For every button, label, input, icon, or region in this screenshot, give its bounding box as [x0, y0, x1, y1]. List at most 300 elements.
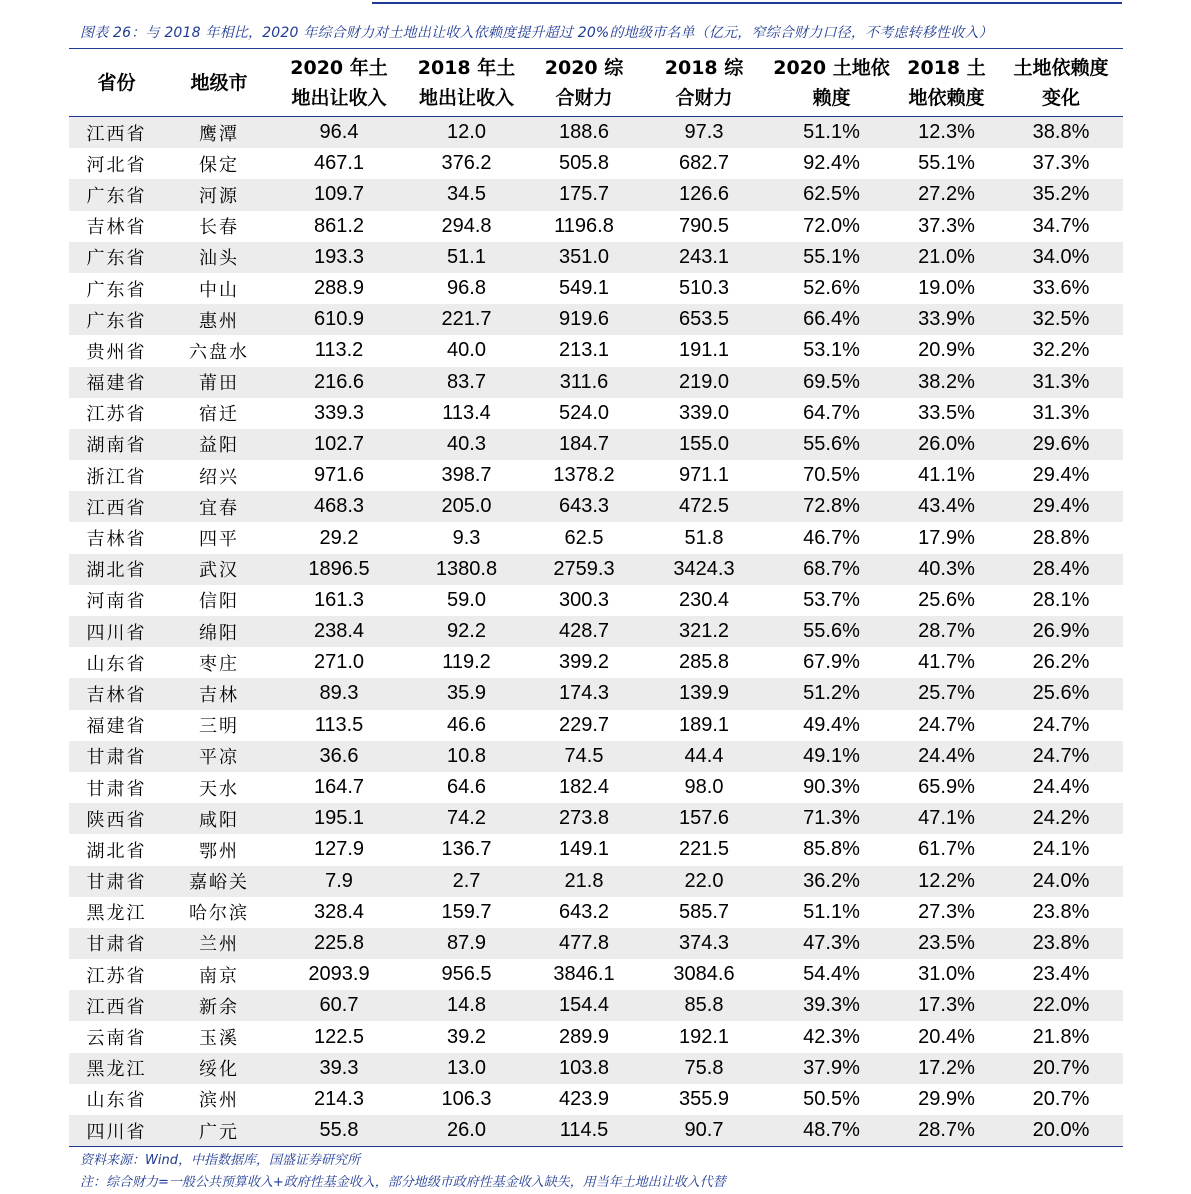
value-cell: 175.7 [529, 179, 639, 210]
value-cell: 26.9% [999, 616, 1123, 647]
value-cell: 191.1 [639, 335, 769, 366]
table-row [69, 1053, 1123, 1084]
column-header-line1: 2020 土地依 [773, 57, 890, 79]
column-header [769, 49, 894, 117]
city-cell: 信阳 [164, 585, 274, 616]
table-row [69, 990, 1123, 1021]
value-cell: 39.3% [769, 990, 894, 1021]
value-cell: 26.0 [404, 1115, 529, 1147]
value-cell: 2759.3 [529, 554, 639, 585]
value-cell: 38.2% [894, 367, 999, 398]
value-cell: 66.4% [769, 304, 894, 335]
column-header-line2: 合财力 [555, 87, 613, 109]
value-cell: 192.1 [639, 1021, 769, 1052]
column-header [69, 49, 164, 117]
value-cell: 98.0 [639, 772, 769, 803]
value-cell: 321.2 [639, 616, 769, 647]
value-cell: 7.9 [274, 866, 404, 897]
city-cell: 四平 [164, 522, 274, 553]
value-cell: 13.0 [404, 1053, 529, 1084]
value-cell: 3084.6 [639, 959, 769, 990]
column-header [274, 49, 404, 117]
value-cell: 273.8 [529, 803, 639, 834]
value-cell: 26.0% [894, 429, 999, 460]
value-cell: 24.4% [894, 741, 999, 772]
column-header-line2: 地出让收入 [418, 87, 514, 109]
city-cell: 平凉 [164, 741, 274, 772]
city-cell: 绥化 [164, 1053, 274, 1084]
value-cell: 19.0% [894, 273, 999, 304]
table-row [69, 491, 1123, 522]
value-cell: 90.3% [769, 772, 894, 803]
value-cell: 35.2% [999, 179, 1123, 210]
province-cell: 江苏省 [69, 398, 164, 429]
column-header [894, 49, 999, 117]
value-cell: 51.1% [769, 117, 894, 149]
value-cell: 43.4% [894, 491, 999, 522]
province-cell: 江西省 [69, 990, 164, 1021]
value-cell: 971.6 [274, 460, 404, 491]
table-row [69, 803, 1123, 834]
value-cell: 1196.8 [529, 211, 639, 242]
city-cell: 鹰潭 [164, 117, 274, 149]
value-cell: 139.9 [639, 678, 769, 709]
value-cell: 50.5% [769, 1084, 894, 1115]
value-cell: 33.6% [999, 273, 1123, 304]
table-row [69, 179, 1123, 210]
column-header-line1: 2018 年土 [417, 57, 516, 79]
value-cell: 351.0 [529, 242, 639, 273]
value-cell: 505.8 [529, 148, 639, 179]
value-cell: 89.3 [274, 678, 404, 709]
value-cell: 39.2 [404, 1021, 529, 1052]
value-cell: 85.8 [639, 990, 769, 1021]
table-header [69, 49, 1123, 117]
value-cell: 64.6 [404, 772, 529, 803]
value-cell: 24.2% [999, 803, 1123, 834]
city-cell: 长春 [164, 211, 274, 242]
value-cell: 205.0 [404, 491, 529, 522]
province-cell: 江西省 [69, 117, 164, 149]
table-row [69, 522, 1123, 553]
value-cell: 29.4% [999, 460, 1123, 491]
value-cell: 23.8% [999, 928, 1123, 959]
value-cell: 653.5 [639, 304, 769, 335]
value-cell: 956.5 [404, 959, 529, 990]
table-row [69, 959, 1123, 990]
city-cell: 枣庄 [164, 647, 274, 678]
city-cell: 六盘水 [164, 335, 274, 366]
value-cell: 102.7 [274, 429, 404, 460]
province-cell: 四川省 [69, 616, 164, 647]
value-cell: 41.1% [894, 460, 999, 491]
value-cell: 24.7% [999, 741, 1123, 772]
value-cell: 27.2% [894, 179, 999, 210]
value-cell: 113.2 [274, 335, 404, 366]
value-cell: 31.3% [999, 398, 1123, 429]
value-cell: 62.5 [529, 522, 639, 553]
column-header-line2: 地依赖度 [908, 87, 985, 109]
value-cell: 182.4 [529, 772, 639, 803]
value-cell: 311.6 [529, 367, 639, 398]
value-cell: 510.3 [639, 273, 769, 304]
value-cell: 40.3 [404, 429, 529, 460]
value-cell: 17.9% [894, 522, 999, 553]
column-header [999, 49, 1123, 117]
value-cell: 289.9 [529, 1021, 639, 1052]
value-cell: 355.9 [639, 1084, 769, 1115]
table-row [69, 741, 1123, 772]
value-cell: 51.1 [404, 242, 529, 273]
value-cell: 55.6% [769, 429, 894, 460]
city-cell: 河源 [164, 179, 274, 210]
value-cell: 28.7% [894, 616, 999, 647]
value-cell: 193.3 [274, 242, 404, 273]
value-cell: 164.7 [274, 772, 404, 803]
value-cell: 62.5% [769, 179, 894, 210]
value-cell: 39.3 [274, 1053, 404, 1084]
value-cell: 47.1% [894, 803, 999, 834]
column-header-line1: 2020 综 [544, 57, 624, 79]
table-row [69, 1084, 1123, 1115]
value-cell: 399.2 [529, 647, 639, 678]
city-cell: 吉林 [164, 678, 274, 709]
value-cell: 398.7 [404, 460, 529, 491]
city-cell: 滨州 [164, 1084, 274, 1115]
column-header-line2: 地出让收入 [291, 87, 387, 109]
city-cell: 保定 [164, 148, 274, 179]
table-row [69, 710, 1123, 741]
table-row [69, 1115, 1123, 1147]
value-cell: 21.8 [529, 866, 639, 897]
value-cell: 85.8% [769, 834, 894, 865]
value-cell: 59.0 [404, 585, 529, 616]
table-row [69, 304, 1123, 335]
table-row [69, 242, 1123, 273]
value-cell: 477.8 [529, 928, 639, 959]
column-header-line2: 变化 [1041, 87, 1080, 109]
province-cell: 甘肃省 [69, 928, 164, 959]
province-cell: 甘肃省 [69, 741, 164, 772]
value-cell: 24.4% [999, 772, 1123, 803]
value-cell: 25.7% [894, 678, 999, 709]
value-cell: 53.1% [769, 335, 894, 366]
province-cell: 陕西省 [69, 803, 164, 834]
column-header [404, 49, 529, 117]
value-cell: 34.5 [404, 179, 529, 210]
value-cell: 61.7% [894, 834, 999, 865]
value-cell: 24.7% [894, 710, 999, 741]
province-cell: 福建省 [69, 710, 164, 741]
value-cell: 24.0% [999, 866, 1123, 897]
table-row [69, 554, 1123, 585]
value-cell: 524.0 [529, 398, 639, 429]
value-cell: 28.8% [999, 522, 1123, 553]
value-cell: 32.2% [999, 335, 1123, 366]
province-cell: 甘肃省 [69, 772, 164, 803]
footnote: 注：综合财力=一般公共预算收入+政府性基金收入，部分地级市政府性基金收入缺失，用当年土地出让收入代替 [80, 1175, 726, 1190]
city-cell: 益阳 [164, 429, 274, 460]
city-cell: 咸阳 [164, 803, 274, 834]
value-cell: 12.2% [894, 866, 999, 897]
value-cell: 328.4 [274, 897, 404, 928]
table-body [69, 117, 1123, 1147]
value-cell: 214.3 [274, 1084, 404, 1115]
value-cell: 103.8 [529, 1053, 639, 1084]
value-cell: 14.8 [404, 990, 529, 1021]
value-cell: 31.0% [894, 959, 999, 990]
value-cell: 643.2 [529, 897, 639, 928]
province-cell: 河北省 [69, 148, 164, 179]
value-cell: 174.3 [529, 678, 639, 709]
value-cell: 157.6 [639, 803, 769, 834]
value-cell: 468.3 [274, 491, 404, 522]
value-cell: 221.5 [639, 834, 769, 865]
value-cell: 161.3 [274, 585, 404, 616]
table-row [69, 678, 1123, 709]
province-cell: 浙江省 [69, 460, 164, 491]
value-cell: 919.6 [529, 304, 639, 335]
value-cell: 23.8% [999, 897, 1123, 928]
table-container [69, 48, 1123, 1147]
column-header-line2: 合财力 [675, 87, 733, 109]
province-cell: 湖北省 [69, 554, 164, 585]
value-cell: 55.6% [769, 616, 894, 647]
value-cell: 195.1 [274, 803, 404, 834]
value-cell: 3846.1 [529, 959, 639, 990]
value-cell: 38.8% [999, 117, 1123, 149]
value-cell: 26.2% [999, 647, 1123, 678]
value-cell: 285.8 [639, 647, 769, 678]
value-cell: 9.3 [404, 522, 529, 553]
value-cell: 60.7 [274, 990, 404, 1021]
value-cell: 549.1 [529, 273, 639, 304]
province-cell: 湖北省 [69, 834, 164, 865]
city-cell: 中山 [164, 273, 274, 304]
value-cell: 75.8 [639, 1053, 769, 1084]
value-cell: 72.0% [769, 211, 894, 242]
table-row [69, 772, 1123, 803]
table-row [69, 117, 1123, 149]
value-cell: 106.3 [404, 1084, 529, 1115]
value-cell: 136.7 [404, 834, 529, 865]
province-cell: 广东省 [69, 179, 164, 210]
city-cell: 绍兴 [164, 460, 274, 491]
value-cell: 339.0 [639, 398, 769, 429]
value-cell: 221.7 [404, 304, 529, 335]
value-cell: 64.7% [769, 398, 894, 429]
value-cell: 23.4% [999, 959, 1123, 990]
table-row [69, 460, 1123, 491]
value-cell: 1896.5 [274, 554, 404, 585]
value-cell: 37.3% [894, 211, 999, 242]
value-cell: 22.0 [639, 866, 769, 897]
value-cell: 21.0% [894, 242, 999, 273]
value-cell: 126.6 [639, 179, 769, 210]
value-cell: 52.6% [769, 273, 894, 304]
value-cell: 70.5% [769, 460, 894, 491]
value-cell: 294.8 [404, 211, 529, 242]
province-cell: 吉林省 [69, 522, 164, 553]
province-cell: 四川省 [69, 1115, 164, 1147]
value-cell: 55.1% [894, 148, 999, 179]
column-header [529, 49, 639, 117]
value-cell: 28.4% [999, 554, 1123, 585]
value-cell: 24.1% [999, 834, 1123, 865]
header-row [69, 49, 1123, 117]
table-row [69, 897, 1123, 928]
source-note: 资料来源：Wind，中指数据库，国盛证券研究所 [80, 1153, 360, 1168]
value-cell: 34.0% [999, 242, 1123, 273]
value-cell: 51.8 [639, 522, 769, 553]
table-row [69, 866, 1123, 897]
value-cell: 53.7% [769, 585, 894, 616]
value-cell: 971.1 [639, 460, 769, 491]
value-cell: 20.7% [999, 1053, 1123, 1084]
column-header-line1: 土地依赖度 [1013, 57, 1109, 79]
province-cell: 江西省 [69, 491, 164, 522]
value-cell: 33.9% [894, 304, 999, 335]
value-cell: 643.3 [529, 491, 639, 522]
column-header-line1: 2020 年土 [290, 57, 388, 79]
province-cell: 吉林省 [69, 678, 164, 709]
column-header-line1: 2018 综 [664, 57, 744, 79]
table-caption: 图表 26：与 2018 年相比，2020 年综合财力对土地出让收入依赖度提升超过 20%的地级市名单（亿元，窄综合财力口径，不考虑转移性收入） [80, 25, 993, 41]
value-cell: 149.1 [529, 834, 639, 865]
province-cell: 广东省 [69, 242, 164, 273]
value-cell: 230.4 [639, 585, 769, 616]
value-cell: 20.9% [894, 335, 999, 366]
value-cell: 29.2 [274, 522, 404, 553]
province-cell: 湖南省 [69, 429, 164, 460]
table-row [69, 834, 1123, 865]
value-cell: 29.9% [894, 1084, 999, 1115]
province-cell: 山东省 [69, 1084, 164, 1115]
table-row [69, 335, 1123, 366]
value-cell: 10.8 [404, 741, 529, 772]
province-cell: 贵州省 [69, 335, 164, 366]
city-cell: 广元 [164, 1115, 274, 1147]
value-cell: 51.1% [769, 897, 894, 928]
value-cell: 28.7% [894, 1115, 999, 1147]
value-cell: 27.3% [894, 897, 999, 928]
city-cell: 武汉 [164, 554, 274, 585]
value-cell: 20.0% [999, 1115, 1123, 1147]
value-cell: 55.1% [769, 242, 894, 273]
value-cell: 339.3 [274, 398, 404, 429]
value-cell: 40.3% [894, 554, 999, 585]
column-header [164, 49, 274, 117]
table-row [69, 585, 1123, 616]
value-cell: 3424.3 [639, 554, 769, 585]
table-row [69, 398, 1123, 429]
province-cell: 河南省 [69, 585, 164, 616]
value-cell: 28.1% [999, 585, 1123, 616]
province-cell: 广东省 [69, 273, 164, 304]
value-cell: 213.1 [529, 335, 639, 366]
value-cell: 423.9 [529, 1084, 639, 1115]
table-row [69, 1021, 1123, 1052]
value-cell: 96.8 [404, 273, 529, 304]
value-cell: 12.3% [894, 117, 999, 149]
value-cell: 472.5 [639, 491, 769, 522]
value-cell: 23.5% [894, 928, 999, 959]
value-cell: 790.5 [639, 211, 769, 242]
column-header-line1: 2018 土 [907, 57, 986, 79]
province-cell: 广东省 [69, 304, 164, 335]
value-cell: 97.3 [639, 117, 769, 149]
value-cell: 90.7 [639, 1115, 769, 1147]
value-cell: 188.6 [529, 117, 639, 149]
value-cell: 119.2 [404, 647, 529, 678]
table-row [69, 616, 1123, 647]
value-cell: 585.7 [639, 897, 769, 928]
value-cell: 861.2 [274, 211, 404, 242]
value-cell: 49.1% [769, 741, 894, 772]
city-cell: 嘉峪关 [164, 866, 274, 897]
value-cell: 610.9 [274, 304, 404, 335]
column-header-line1: 省份 [97, 72, 136, 94]
city-cell: 南京 [164, 959, 274, 990]
city-cell: 天水 [164, 772, 274, 803]
value-cell: 55.8 [274, 1115, 404, 1147]
city-cell: 莆田 [164, 367, 274, 398]
value-cell: 48.7% [769, 1115, 894, 1147]
column-header-line1: 地级市 [190, 72, 248, 94]
top-rule [372, 2, 1122, 4]
value-cell: 36.6 [274, 741, 404, 772]
value-cell: 216.6 [274, 367, 404, 398]
value-cell: 428.7 [529, 616, 639, 647]
column-header-line2: 赖度 [812, 87, 851, 109]
value-cell: 31.3% [999, 367, 1123, 398]
value-cell: 113.4 [404, 398, 529, 429]
value-cell: 2093.9 [274, 959, 404, 990]
city-cell: 三明 [164, 710, 274, 741]
value-cell: 113.5 [274, 710, 404, 741]
value-cell: 42.3% [769, 1021, 894, 1052]
table-row [69, 429, 1123, 460]
province-cell: 甘肃省 [69, 866, 164, 897]
value-cell: 29.6% [999, 429, 1123, 460]
province-cell: 吉林省 [69, 211, 164, 242]
land-dependency-table [69, 48, 1123, 1147]
value-cell: 1380.8 [404, 554, 529, 585]
value-cell: 96.4 [274, 117, 404, 149]
table-row [69, 148, 1123, 179]
value-cell: 243.1 [639, 242, 769, 273]
value-cell: 32.5% [999, 304, 1123, 335]
value-cell: 69.5% [769, 367, 894, 398]
value-cell: 65.9% [894, 772, 999, 803]
column-header [639, 49, 769, 117]
table-row [69, 211, 1123, 242]
province-cell: 福建省 [69, 367, 164, 398]
value-cell: 29.4% [999, 491, 1123, 522]
value-cell: 12.0 [404, 117, 529, 149]
value-cell: 92.4% [769, 148, 894, 179]
value-cell: 37.3% [999, 148, 1123, 179]
table-row [69, 928, 1123, 959]
value-cell: 238.4 [274, 616, 404, 647]
value-cell: 374.3 [639, 928, 769, 959]
city-cell: 哈尔滨 [164, 897, 274, 928]
value-cell: 154.4 [529, 990, 639, 1021]
value-cell: 22.0% [999, 990, 1123, 1021]
value-cell: 229.7 [529, 710, 639, 741]
value-cell: 20.4% [894, 1021, 999, 1052]
value-cell: 17.2% [894, 1053, 999, 1084]
